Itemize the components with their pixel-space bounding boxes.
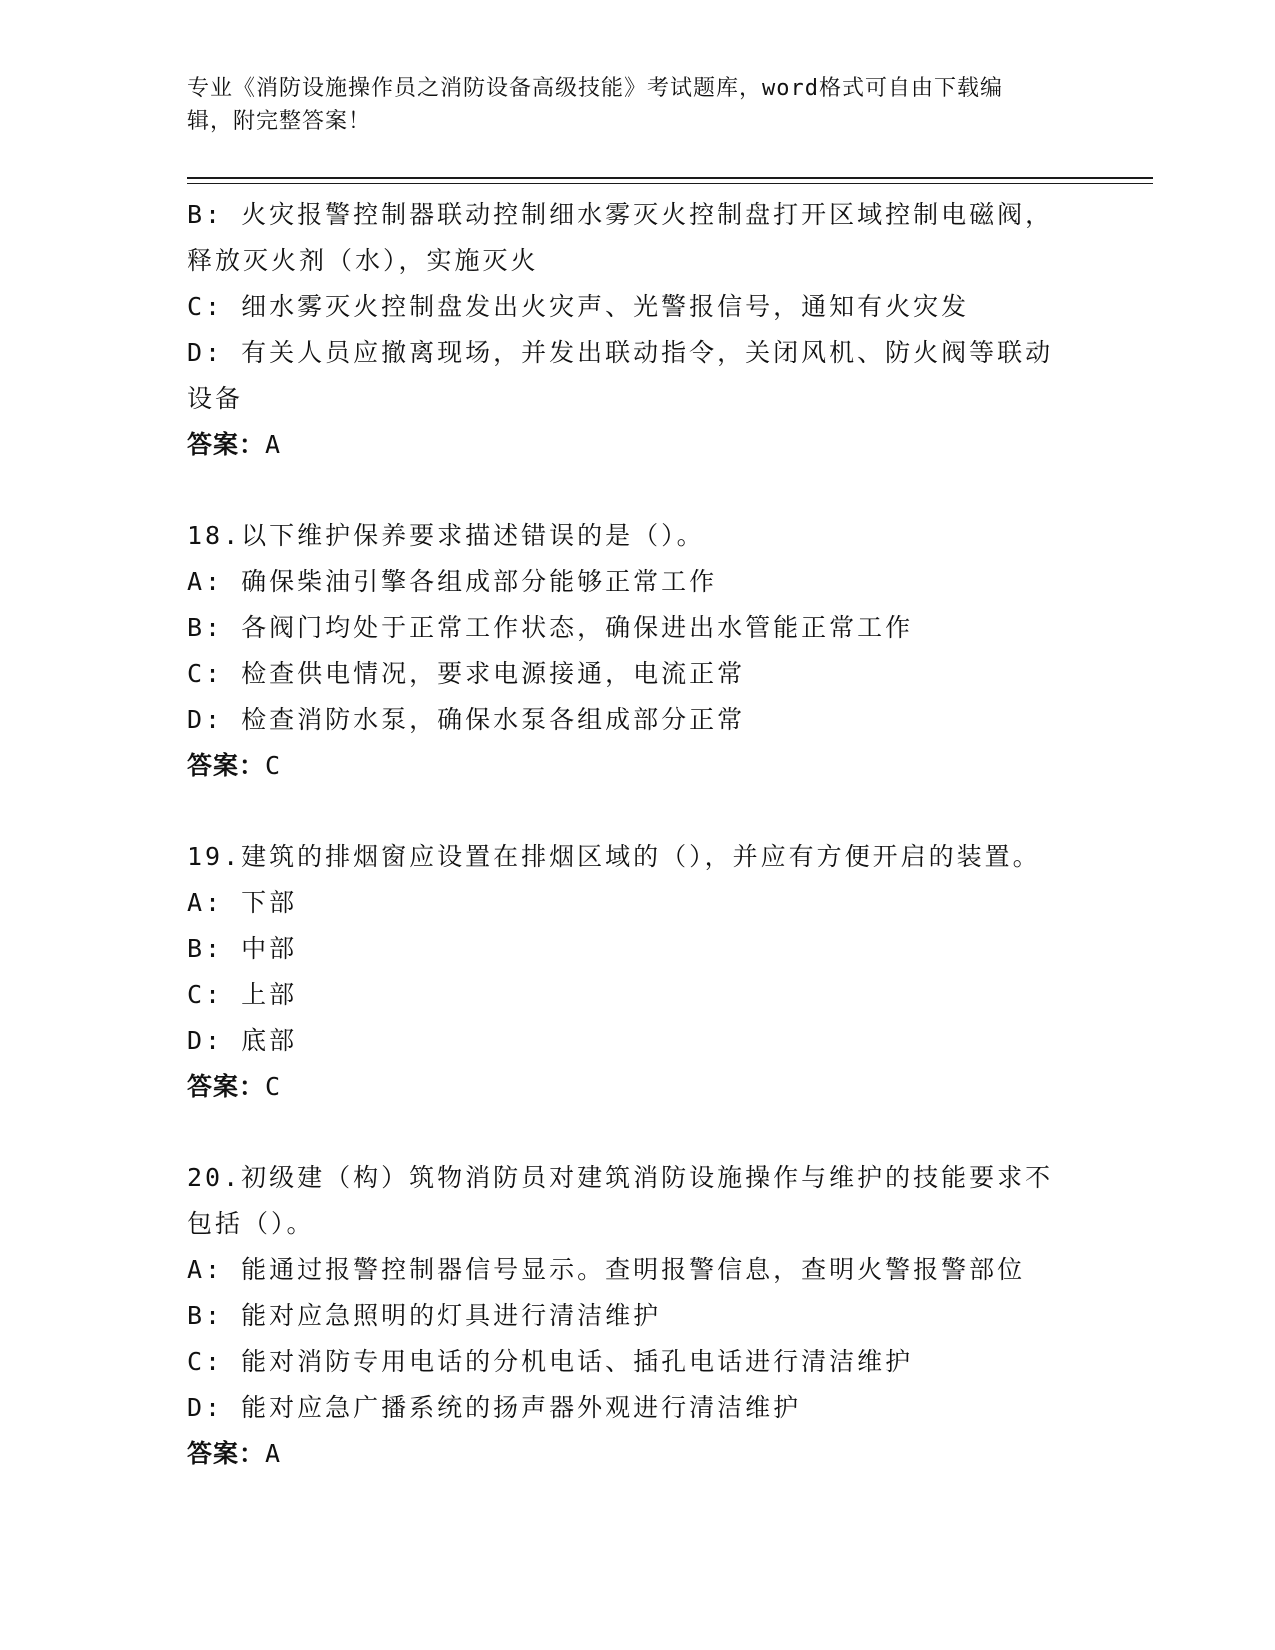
question-19 xyxy=(187,834,1087,1110)
header-line-1: 专业《消防设施操作员之消防设备高级技能》考试题库，word格式可自由下载编 xyxy=(187,76,1003,101)
q18-option-b: B: 各阀门均处于正常工作状态，确保进出水管能正常工作 xyxy=(187,613,914,642)
q20-answer xyxy=(187,1431,1087,1477)
header-divider-thin xyxy=(187,183,1153,184)
q17-answer-label: 答案： xyxy=(187,430,266,459)
q19-answer-label: 答案： xyxy=(187,1072,266,1101)
q17-answer xyxy=(187,422,1087,468)
q17-option-d-line-2: 设备 xyxy=(187,384,244,413)
q18-answer xyxy=(187,743,1087,789)
q17-answer-value: A xyxy=(265,430,282,459)
question-list xyxy=(187,192,1087,1477)
q18-answer-value: C xyxy=(265,751,282,780)
q19-answer xyxy=(187,1064,1087,1110)
header-divider-thick xyxy=(187,177,1153,179)
q20-option-c: C: 能对消防专用电话的分机电话、插孔电话进行清洁维护 xyxy=(187,1347,914,1376)
spacer xyxy=(187,789,1087,834)
q20-option-d: D: 能对应急广播系统的扬声器外观进行清洁维护 xyxy=(187,1393,802,1422)
q19-option-c: C: 上部 xyxy=(187,980,298,1009)
q17-option-b-line-1: B: 火灾报警控制器联动控制细水雾灭火控制盘打开区域控制电磁阀， xyxy=(187,200,1054,229)
q17-option-d-line-1: D: 有关人员应撤离现场，并发出联动指令，关闭风机、防火阀等联动 xyxy=(187,338,1054,367)
spacer xyxy=(187,468,1087,513)
q17-option-b-line-2: 释放灭火剂（水），实施灭火 xyxy=(187,246,539,275)
q18-answer-label: 答案： xyxy=(187,751,266,780)
q18-option-a: A: 确保柴油引擎各组成部分能够正常工作 xyxy=(187,567,718,596)
header-line-2: 辑，附完整答案！ xyxy=(187,109,372,134)
q19-option-d: D: 底部 xyxy=(187,1026,298,1055)
q18-option-d: D: 检查消防水泵，确保水泵各组成部分正常 xyxy=(187,705,746,734)
question-17 xyxy=(187,192,1087,468)
q19-option-b: B: 中部 xyxy=(187,934,298,963)
q20-title-line-2: 包括（）。 xyxy=(187,1209,315,1238)
q20-option-a: A: 能通过报警控制器信号显示。查明报警信息，查明火警报警部位 xyxy=(187,1255,1026,1284)
q19-title: 19.建筑的排烟窗应设置在排烟区域的（），并应有方便开启的装置。 xyxy=(187,842,1041,871)
question-18 xyxy=(187,513,1087,789)
q20-answer-value: A xyxy=(265,1439,282,1468)
document-header xyxy=(187,72,1067,138)
q18-title: 18.以下维护保养要求描述错误的是（）。 xyxy=(187,521,705,550)
q18-option-c: C: 检查供电情况，要求电源接通，电流正常 xyxy=(187,659,746,688)
q19-option-a: A: 下部 xyxy=(187,888,298,917)
question-20 xyxy=(187,1155,1087,1477)
q17-option-c: C: 细水雾灭火控制盘发出火灾声、光警报信号，通知有火灾发 xyxy=(187,292,970,321)
q20-answer-label: 答案： xyxy=(187,1439,266,1468)
q20-title-line-1: 20.初级建（构）筑物消防员对建筑消防设施操作与维护的技能要求不 xyxy=(187,1163,1054,1192)
q20-option-b: B: 能对应急照明的灯具进行清洁维护 xyxy=(187,1301,662,1330)
spacer xyxy=(187,1110,1087,1155)
q19-answer-value: C xyxy=(265,1072,282,1101)
